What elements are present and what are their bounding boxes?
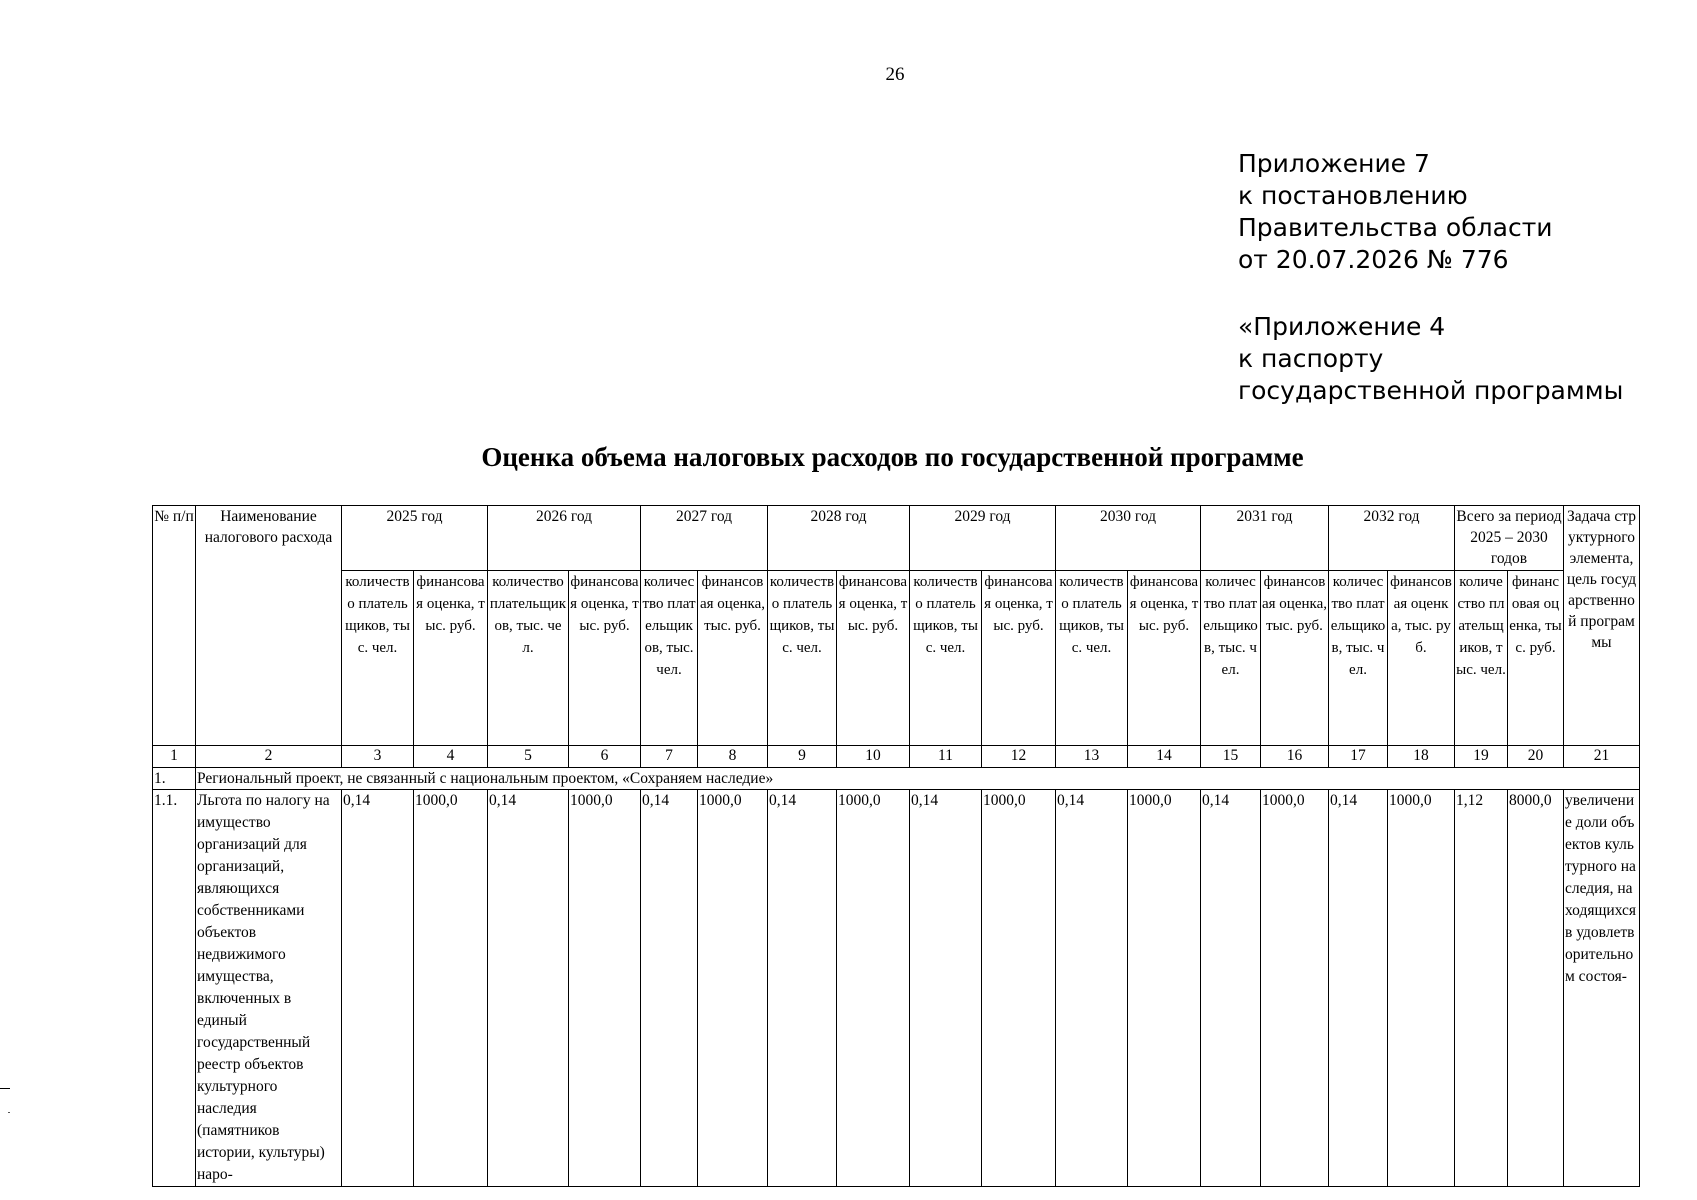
header-task: Задача структурного элемента, цель государственной программы bbox=[1564, 506, 1640, 746]
document-title: Оценка объема налоговых расходов по государственной программе bbox=[481, 442, 1304, 472]
column-number: 20 bbox=[1508, 746, 1564, 768]
column-number: 14 bbox=[1128, 746, 1201, 768]
column-number: 5 bbox=[488, 746, 569, 768]
column-number: 11 bbox=[910, 746, 982, 768]
row-value: 0,14 bbox=[1201, 790, 1261, 1187]
header-sub: количество плательщиков, тыс. чел. bbox=[768, 571, 837, 746]
column-number: 8 bbox=[698, 746, 768, 768]
header-sub: количество плательщиков, тыс. чел. bbox=[342, 571, 414, 746]
row-value: 0,14 bbox=[342, 790, 414, 1187]
margin-mark bbox=[0, 1088, 10, 1089]
row-name: Льгота по налогу на имущество организаций для организаций, являющихся собственниками объектов недвижимого имущества, включенных в единый государственный реестр объектов культурного наследия (памятников истории, культуры) наро- bbox=[196, 790, 342, 1187]
column-number-row bbox=[153, 746, 1640, 768]
page-number: 26 bbox=[885, 64, 905, 85]
row-value: 0,14 bbox=[1329, 790, 1388, 1187]
column-number: 3 bbox=[342, 746, 414, 768]
row-value: 0,14 bbox=[641, 790, 698, 1187]
row-value: 0,14 bbox=[768, 790, 837, 1187]
header-total: Всего за период 2025 – 2030 годов bbox=[1455, 506, 1564, 571]
header-sub: количество плательщиков, тыс. чел. bbox=[910, 571, 982, 746]
tax-expenditure-table bbox=[152, 505, 1640, 1187]
header-year: 2025 год bbox=[342, 506, 488, 571]
header-sub: количество плательщиков, тыс. чел. bbox=[1056, 571, 1128, 746]
header-row-sub bbox=[153, 571, 1640, 746]
column-number: 15 bbox=[1201, 746, 1261, 768]
row-value: 0,14 bbox=[488, 790, 569, 1187]
header-num: № п/п bbox=[153, 506, 196, 746]
section-title: Региональный проект, не связанный с национальным проектом, «Сохраняем наследие» bbox=[196, 768, 1640, 790]
header-sub: количество плательщиков, тыс. чел. bbox=[1201, 571, 1261, 746]
column-number: 17 bbox=[1329, 746, 1388, 768]
row-value: 1000,0 bbox=[982, 790, 1056, 1187]
header-row-years bbox=[153, 506, 1640, 571]
table-row bbox=[153, 790, 1640, 1187]
appendix-quote-line: государственной программы bbox=[1238, 376, 1624, 405]
appendix-quote-line: к паспорту bbox=[1238, 344, 1384, 373]
column-number: 4 bbox=[414, 746, 488, 768]
row-value: 1,12 bbox=[1455, 790, 1508, 1187]
row-value: 1000,0 bbox=[414, 790, 488, 1187]
column-number: 18 bbox=[1388, 746, 1455, 768]
row-value: 1000,0 bbox=[569, 790, 641, 1187]
row-value: 0,14 bbox=[1056, 790, 1128, 1187]
appendix-line: к постановлению bbox=[1238, 181, 1468, 210]
header-sub: финансовая оценка, тыс. руб. bbox=[569, 571, 641, 746]
header-year: 2032 год bbox=[1329, 506, 1455, 571]
header-sub: финансовая оценка, тыс. руб. bbox=[837, 571, 910, 746]
column-number: 1 bbox=[153, 746, 196, 768]
margin-dot bbox=[8, 1112, 10, 1113]
header-sub: финансовая оценка, тыс. руб. bbox=[1388, 571, 1455, 746]
column-number: 7 bbox=[641, 746, 698, 768]
appendix-line: Правительства области bbox=[1238, 213, 1553, 242]
appendix-quote-block bbox=[1238, 311, 1623, 407]
column-number: 13 bbox=[1056, 746, 1128, 768]
row-value: 1000,0 bbox=[1128, 790, 1201, 1187]
appendix-quote-line: «Приложение 4 bbox=[1238, 312, 1446, 341]
header-sub: финансовая оценка, тыс. руб. bbox=[414, 571, 488, 746]
header-year: 2026 год bbox=[488, 506, 641, 571]
header-sub: количество плательщиков, тыс. чел. bbox=[1455, 571, 1508, 746]
column-number: 21 bbox=[1564, 746, 1640, 768]
header-year: 2027 год bbox=[641, 506, 768, 571]
column-number: 12 bbox=[982, 746, 1056, 768]
appendix-block bbox=[1238, 148, 1553, 276]
header-year: 2029 год bbox=[910, 506, 1056, 571]
row-num: 1.1. bbox=[153, 790, 196, 1187]
section-row bbox=[153, 768, 1640, 790]
header-year: 2031 год bbox=[1201, 506, 1329, 571]
header-sub: финансовая оценка, тыс. руб. bbox=[1508, 571, 1564, 746]
header-year: 2028 год bbox=[768, 506, 910, 571]
row-value: 0,14 bbox=[910, 790, 982, 1187]
header-sub: финансовая оценка, тыс. руб. bbox=[1261, 571, 1329, 746]
header-sub: количество плательщиков, тыс. чел. bbox=[488, 571, 569, 746]
column-number: 16 bbox=[1261, 746, 1329, 768]
column-number: 2 bbox=[196, 746, 342, 768]
row-value: 8000,0 bbox=[1508, 790, 1564, 1187]
appendix-line: от 20.07.2026 № 776 bbox=[1238, 245, 1509, 274]
row-value: 1000,0 bbox=[698, 790, 768, 1187]
header-sub: финансовая оценка, тыс. руб. bbox=[1128, 571, 1201, 746]
header-name: Наименование налогового расхода bbox=[196, 506, 342, 746]
header-year: 2030 год bbox=[1056, 506, 1201, 571]
row-value: 1000,0 bbox=[1388, 790, 1455, 1187]
header-sub: финансовая оценка, тыс. руб. bbox=[698, 571, 768, 746]
header-sub: финансовая оценка, тыс. руб. bbox=[982, 571, 1056, 746]
header-sub: количество плательщиков, тыс. чел. bbox=[1329, 571, 1388, 746]
appendix-line: Приложение 7 bbox=[1238, 149, 1430, 178]
section-num: 1. bbox=[153, 768, 196, 790]
column-number: 6 bbox=[569, 746, 641, 768]
row-value: 1000,0 bbox=[1261, 790, 1329, 1187]
header-sub: количество плательщиков, тыс. чел. bbox=[641, 571, 698, 746]
row-value: 1000,0 bbox=[837, 790, 910, 1187]
column-number: 9 bbox=[768, 746, 837, 768]
column-number: 19 bbox=[1455, 746, 1508, 768]
column-number: 10 bbox=[837, 746, 910, 768]
row-task: увеличение доли объектов культурного наследия, находящихся в удовлетворительном состоя- bbox=[1564, 790, 1640, 1187]
